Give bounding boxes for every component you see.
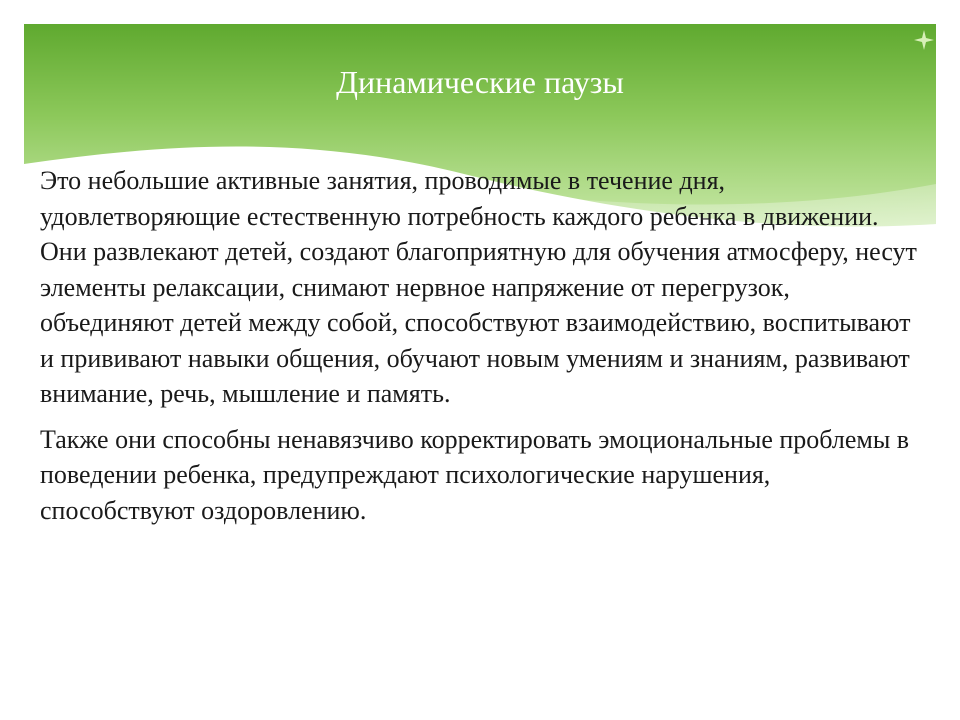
paragraph-definition: Это небольшие активные занятия, проводимые в течение дня, удовлетворяющие естественную потребность каждого ребенка в движении. Они развлекают детей, создают благоприятную для обучения атмосферу, несут элементы релаксации, снимают нервное напряжение от перегрузок, объединяют детей между собой, способствуют взаимодействию, воспитывают и прививают навыки общения, обучают новым умениям и знаниям, развивают внимание, речь, мышление и память. <box>40 166 917 408</box>
paragraph-benefits: Также они способны ненавязчиво корректировать эмоциональные проблемы в поведении ребенка, предупреждают психологические нарушения, способствуют оздоровлению. <box>40 424 910 525</box>
sparkle-icon <box>914 30 934 50</box>
slide-title: Динамические паузы <box>336 64 624 100</box>
slide-body <box>40 163 930 538</box>
